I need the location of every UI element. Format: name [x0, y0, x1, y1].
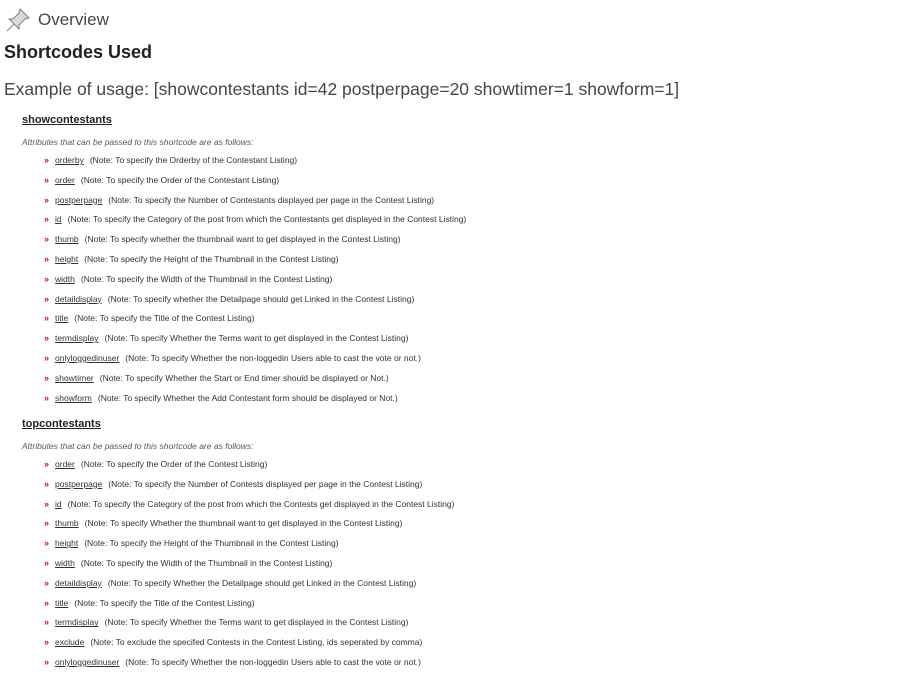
overview-header: [4, 6, 109, 34]
double-chevron-right-icon: »: [44, 656, 50, 667]
list-item: [44, 594, 454, 614]
attribute-note: (Note: To specify the Orderby of the Contestant Listing): [89, 155, 298, 165]
attribute-link[interactable]: showtimer: [55, 372, 94, 383]
double-chevron-right-icon: »: [44, 597, 50, 608]
attribute-note: (Note: To specify whether the Detailpage should get Linked in the Contest Listing): [107, 293, 415, 304]
double-chevron-right-icon: »: [44, 313, 50, 324]
double-chevron-right-icon: »: [44, 557, 50, 568]
showcontestants-title-link[interactable]: showcontestants: [22, 114, 112, 126]
double-chevron-right-icon: »: [44, 214, 50, 225]
double-chevron-right-icon: »: [44, 392, 50, 403]
list-item: [44, 613, 454, 633]
attribute-link[interactable]: termdisplay: [55, 333, 99, 344]
list-item: [44, 633, 454, 653]
attribute-link[interactable]: showform: [55, 392, 92, 403]
double-chevron-right-icon: »: [44, 459, 50, 469]
attribute-link[interactable]: id: [55, 498, 62, 509]
list-item: [44, 455, 454, 475]
list-item: [44, 270, 466, 290]
list-item: [44, 475, 454, 495]
attribute-note: (Note: To specify Whether the Detailpage should get Linked in the Contest Listing): [107, 577, 417, 588]
double-chevron-right-icon: »: [44, 174, 50, 185]
list-item: [44, 534, 454, 554]
attribute-link[interactable]: width: [55, 557, 75, 568]
usage-example: Example of usage: [showcontestants id=42 postperpage=20 showtimer=1 showform=1]: [4, 79, 680, 99]
attribute-link[interactable]: order: [55, 459, 75, 469]
double-chevron-right-icon: »: [44, 333, 50, 344]
attribute-note: (Note: To specify the Number of Contestants displayed per page in the Contest Listing): [108, 194, 435, 205]
page-title: Shortcodes Used: [4, 42, 153, 62]
attribute-note: (Note: To specify Whether the Terms want to get displayed in the Contest Listing): [104, 333, 409, 344]
topcontestants-title-link[interactable]: topcontestants: [22, 418, 101, 430]
list-item: [44, 514, 454, 534]
list-item: [44, 369, 466, 389]
list-item: [44, 653, 454, 673]
pushpin-icon: [4, 6, 32, 34]
showcontestants-intro: Attributes that can be passed to this shortcode are as follows:: [22, 137, 254, 147]
attribute-link[interactable]: termdisplay: [55, 617, 99, 628]
attribute-link[interactable]: order: [55, 174, 75, 185]
double-chevron-right-icon: »: [44, 352, 50, 363]
list-item: [44, 151, 466, 171]
attribute-note: (Note: To specify whether the thumbnail want to get displayed in the Contest Listing): [84, 234, 401, 245]
list-item: [44, 290, 466, 310]
double-chevron-right-icon: »: [44, 155, 50, 165]
attribute-link[interactable]: postperpage: [55, 478, 103, 489]
attribute-note: (Note: To specify the Order of the Contestant Listing): [80, 174, 280, 185]
list-item: [44, 389, 466, 409]
list-item: [44, 309, 466, 329]
list-item: [44, 495, 454, 515]
attribute-link[interactable]: detaildisplay: [55, 577, 102, 588]
topcontestants-section: [22, 417, 454, 673]
attribute-link[interactable]: id: [55, 214, 62, 225]
attribute-link[interactable]: width: [55, 273, 75, 284]
attribute-note: (Note: To specify the Category of the post from which the Contestants get displayed in the Contest Listing): [67, 214, 467, 225]
attribute-link[interactable]: height: [55, 538, 79, 549]
topcontestants-intro: Attributes that can be passed to this shortcode are as follows:: [22, 441, 254, 451]
double-chevron-right-icon: »: [44, 518, 50, 529]
attribute-note: (Note: To specify the Height of the Thumbnail in the Contest Listing): [84, 538, 339, 549]
attribute-link[interactable]: postperpage: [55, 194, 103, 205]
attribute-note: (Note: To specify the Title of the Contest Listing): [74, 313, 255, 324]
double-chevron-right-icon: »: [44, 617, 50, 628]
list-item: [44, 329, 466, 349]
attribute-link[interactable]: detaildisplay: [55, 293, 102, 304]
list-item: [44, 230, 466, 250]
double-chevron-right-icon: »: [44, 538, 50, 549]
list-item: [44, 349, 466, 369]
attribute-note: (Note: To specify Whether the Terms want to get displayed in the Contest Listing): [104, 617, 409, 628]
showcontestants-attribute-list: [22, 151, 466, 408]
attribute-note: (Note: To specify Whether the Start or End timer should be displayed or Not.): [99, 372, 389, 383]
double-chevron-right-icon: »: [44, 273, 50, 284]
attribute-note: (Note: To specify Whether the Add Contestant form should be displayed or Not.): [97, 392, 398, 403]
list-item: [44, 210, 466, 230]
attribute-link[interactable]: title: [55, 597, 69, 608]
attribute-link[interactable]: onlyloggedinuser: [55, 656, 120, 667]
attribute-link[interactable]: exclude: [55, 637, 85, 648]
attribute-link[interactable]: orderby: [55, 155, 84, 165]
attribute-note: (Note: To specify the Order of the Contest Listing): [80, 459, 268, 469]
attribute-note: (Note: To specify Whether the non-loggedin Users able to cast the vote or not.): [125, 352, 421, 363]
attribute-note: (Note: To specify the Title of the Contest Listing): [74, 597, 255, 608]
double-chevron-right-icon: »: [44, 577, 50, 588]
list-item: [44, 250, 466, 270]
attribute-link[interactable]: thumb: [55, 234, 79, 245]
attribute-note: (Note: To specify Whether the thumbnail want to get displayed in the Contest Listing): [84, 518, 403, 529]
attribute-note: (Note: To specify the Width of the Thumbnail in the Contest Listing): [80, 557, 333, 568]
attribute-note: (Note: To exclude the specifed Contests in the Contest Listing, ids seperated by comma): [90, 637, 423, 648]
list-item: [44, 191, 466, 211]
double-chevron-right-icon: »: [44, 253, 50, 264]
double-chevron-right-icon: »: [44, 637, 50, 648]
list-item: [44, 171, 466, 191]
double-chevron-right-icon: »: [44, 372, 50, 383]
double-chevron-right-icon: »: [44, 194, 50, 205]
topcontestants-attribute-list: [22, 455, 454, 673]
double-chevron-right-icon: »: [44, 478, 50, 489]
attribute-link[interactable]: thumb: [55, 518, 79, 529]
showcontestants-section: [22, 113, 466, 408]
attribute-note: (Note: To specify the Category of the post from which the Contests get displayed in the Contest Listing): [67, 498, 455, 509]
attribute-link[interactable]: height: [55, 253, 79, 264]
attribute-note: (Note: To specify Whether the non-loggedin Users able to cast the vote or not.): [125, 656, 421, 667]
list-item: [44, 554, 454, 574]
attribute-note: (Note: To specify the Number of Contests displayed per page in the Contest Listing): [108, 478, 423, 489]
double-chevron-right-icon: »: [44, 234, 50, 245]
attribute-note: (Note: To specify the Height of the Thumbnail in the Contest Listing): [84, 253, 339, 264]
attribute-note: (Note: To specify the Width of the Thumbnail in the Contest Listing): [80, 273, 333, 284]
list-item: [44, 574, 454, 594]
attribute-link[interactable]: title: [55, 313, 69, 324]
attribute-link[interactable]: onlyloggedinuser: [55, 352, 120, 363]
overview-title: Overview: [38, 10, 109, 29]
double-chevron-right-icon: »: [44, 293, 50, 304]
double-chevron-right-icon: »: [44, 498, 50, 509]
